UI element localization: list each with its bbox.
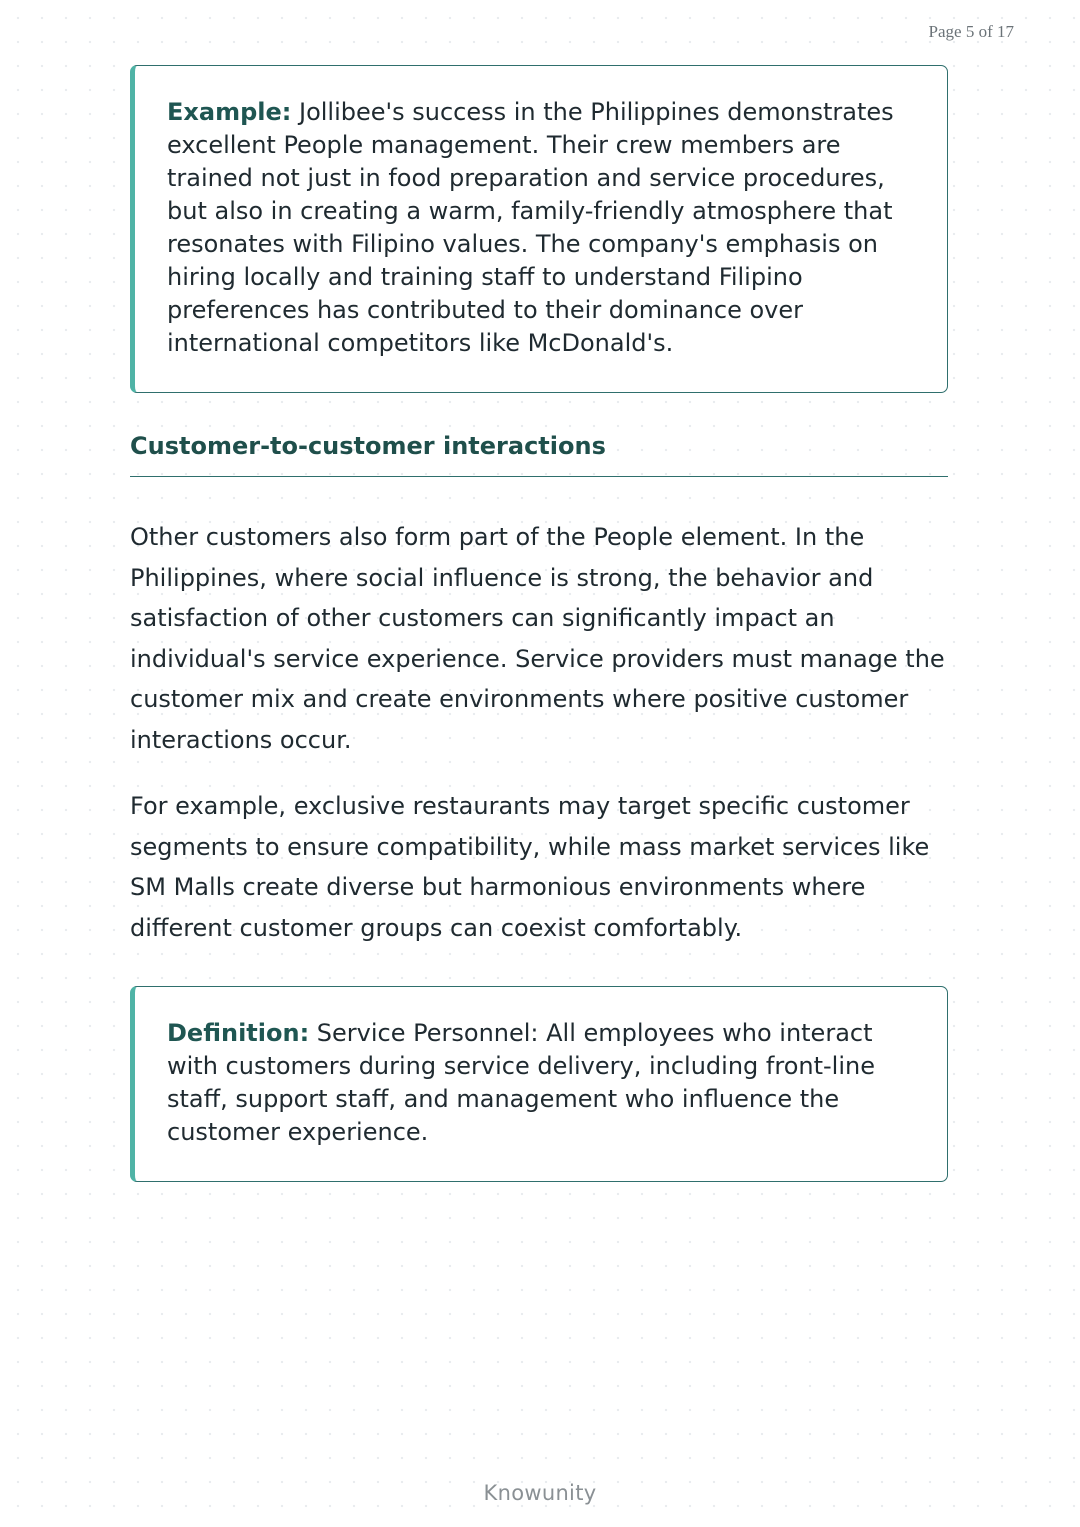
definition-callout — [130, 986, 948, 1182]
example-callout — [130, 65, 948, 393]
definition-text — [167, 1017, 917, 1149]
definition-body: Service Personnel: All employees who interact with customers during service delivery, including front-line staff, support staff, and management who influence the customer experience. — [167, 1019, 875, 1146]
definition-label: Definition: — [167, 1019, 310, 1047]
example-label: Example: — [167, 98, 292, 126]
footer-brand: Knowunity — [483, 1481, 597, 1505]
example-body: Jollibee's success in the Philippines demonstrates excellent People management. Their crew members are trained not just in food preparation and service procedures, but also in creating a warm, family-friendly atmosphere that resonates with Filipino values. The company's emphasis on hiring locally and training staff to understand Filipino preferences has contributed to their dominance over international competitors like McDonald's. — [167, 98, 894, 357]
page-number: Page 5 of 17 — [928, 22, 1014, 41]
example-text — [167, 96, 917, 360]
body-paragraph: Other customers also form part of the People element. In the Philippines, where social influence is strong, the behavior and satisfaction of other customers can significantly impact an individual's service experience. Service providers must manage the customer mix and create environments where positive customer interactions occur. — [130, 523, 945, 754]
section-heading: Customer-to-customer interactions — [130, 432, 948, 477]
body-paragraph: For example, exclusive restaurants may target specific customer segments to ensure compatibility, while mass market services like SM Malls create diverse but harmonious environments where different customer groups can coexist comfortably. — [130, 792, 930, 942]
